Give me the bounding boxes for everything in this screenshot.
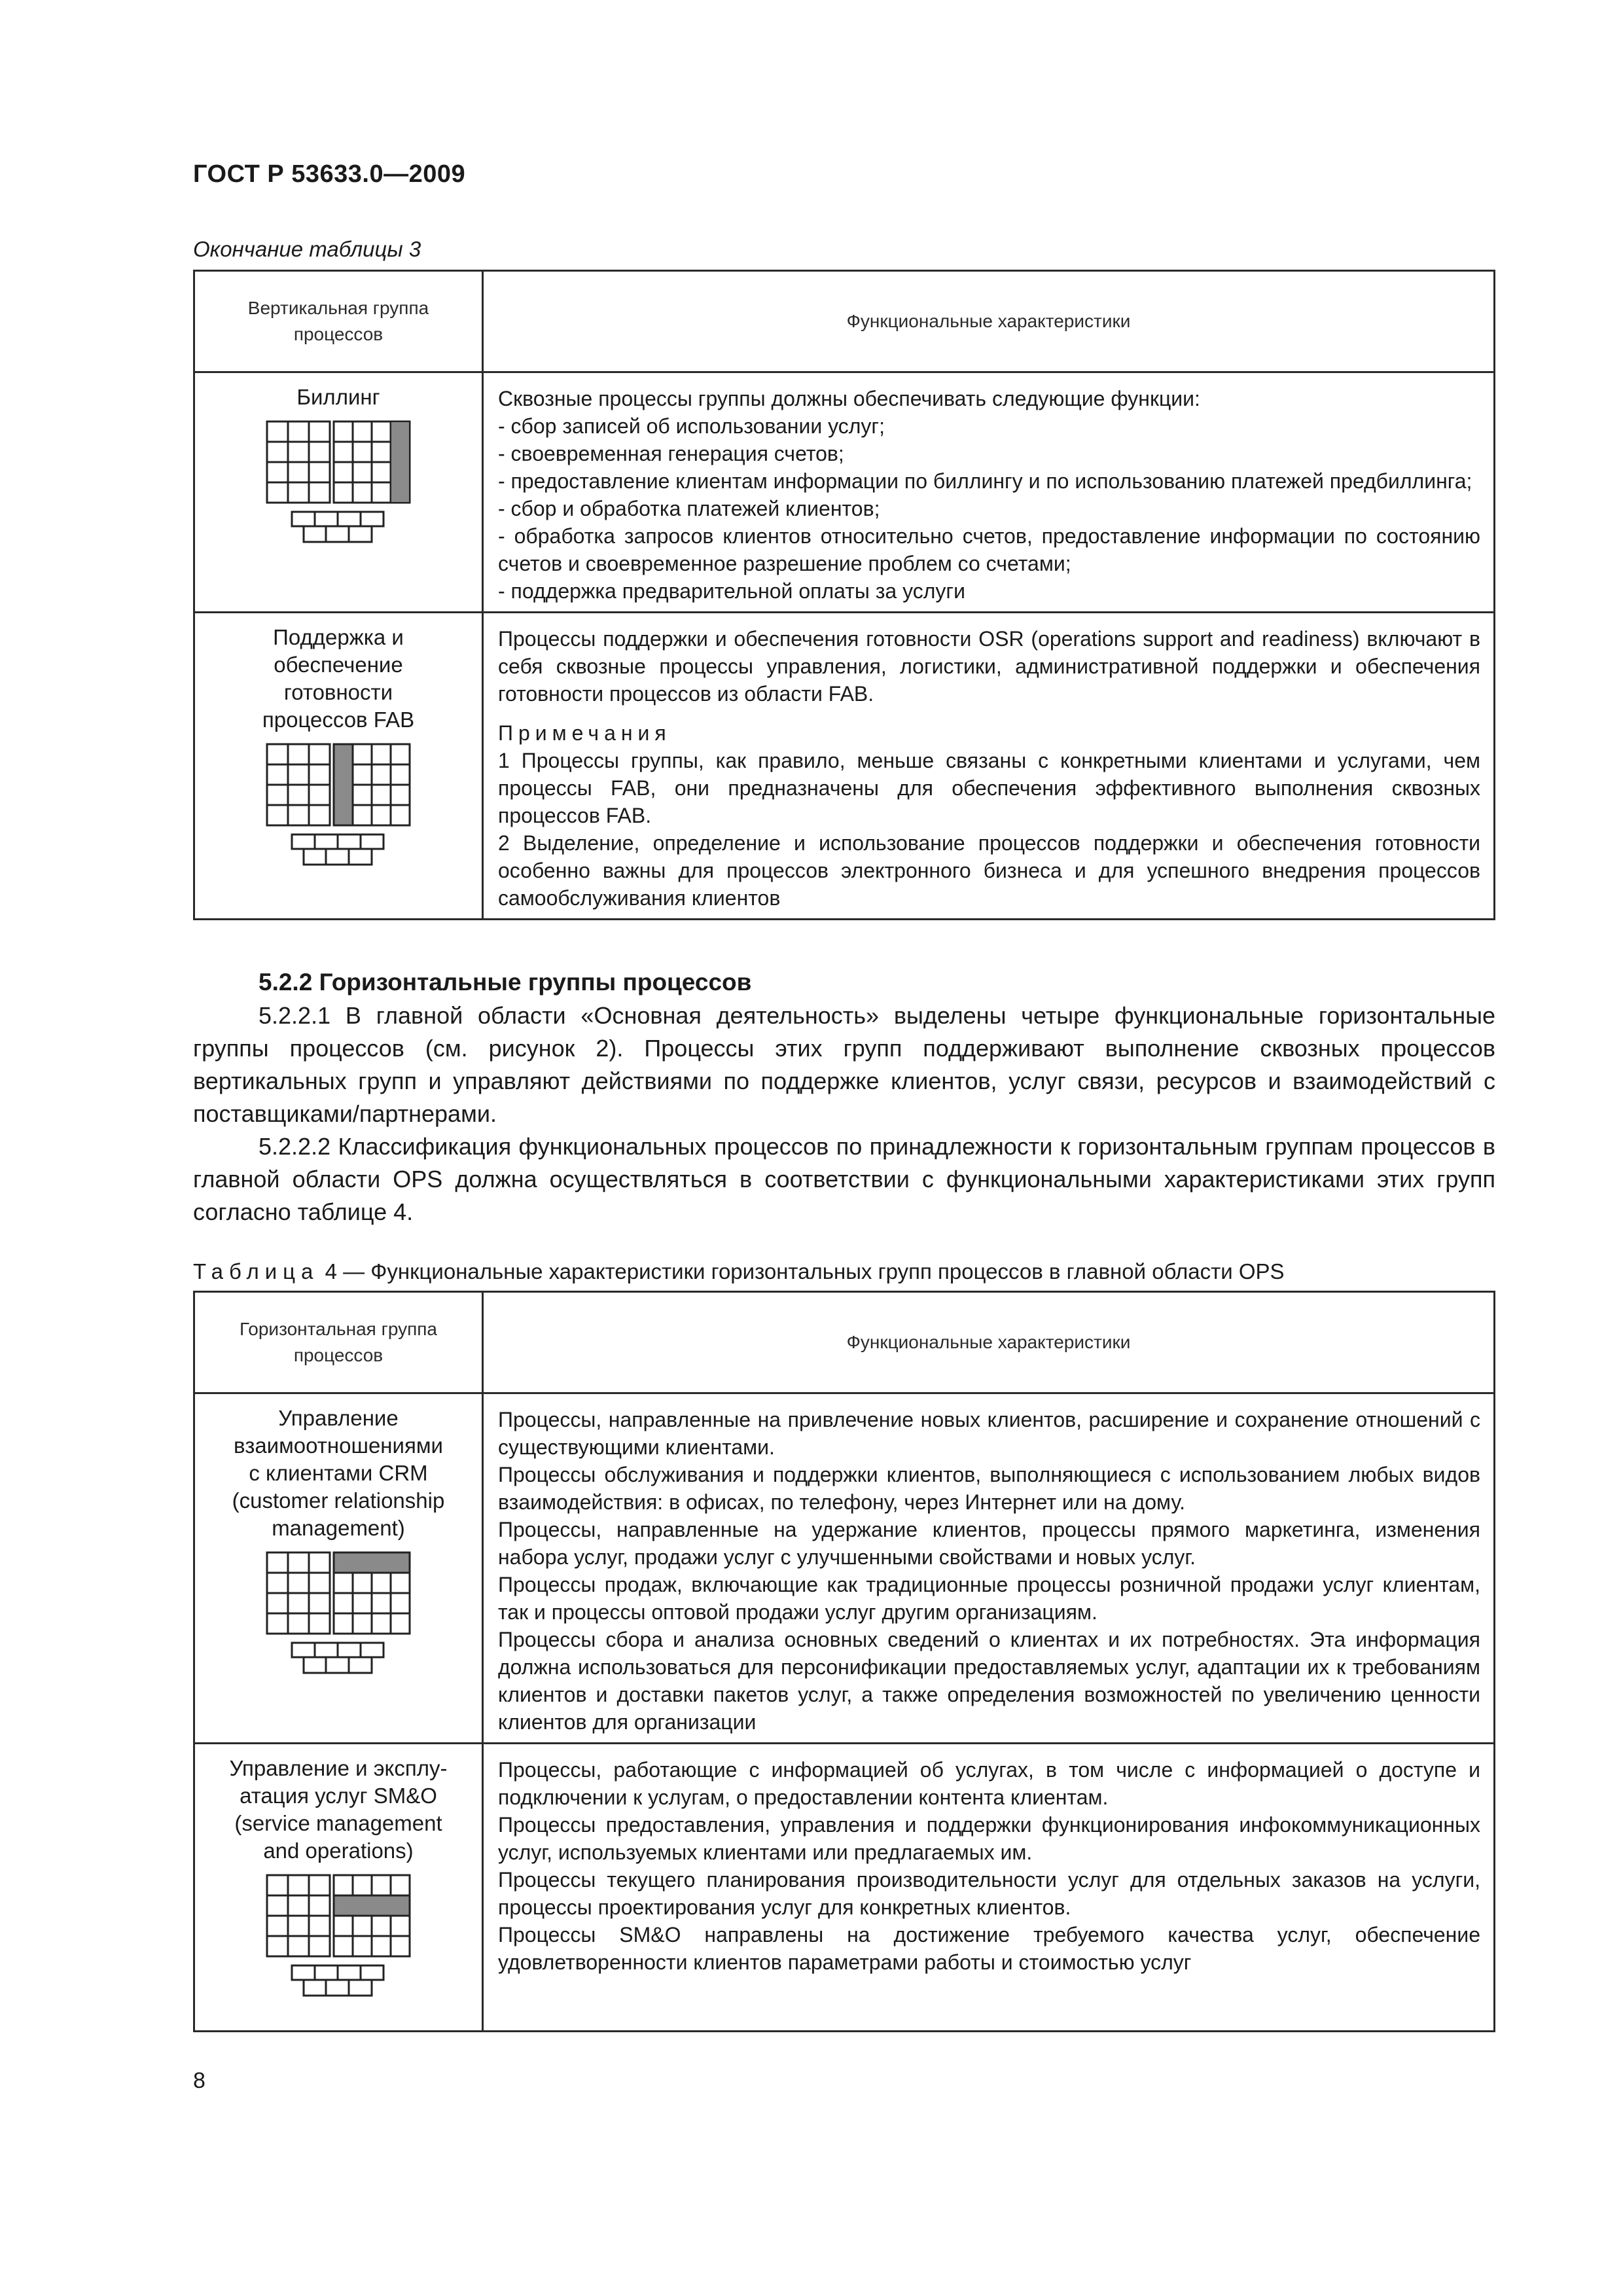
table-row [194, 1393, 1495, 1744]
description-line: Сквозные процессы группы должны обеспечивать следующие функции: [498, 387, 1200, 410]
notes-title: Примечания [498, 721, 671, 745]
description-line: - обработка запросов клиентов относительно счетов, предоставление информации по состоянию счетов и своевременное разрешение проблем со счетами; [498, 524, 1480, 575]
note-line: 1 Процессы группы, как правило, меньше связаны с конкретными клиентами и услугами, чем процессы FAB, они предназначены для обеспечения эффективного выполнения сквозных процессов FAB. [498, 749, 1480, 827]
table-row [194, 613, 1495, 920]
description-line: Процессы, работающие с информацией об услугах, в том числе с информацией о доступе и подключении к услугам, о предоставлении контента клиентам. [498, 1758, 1480, 1809]
description-line: - сбор записей об использовании услуг; [498, 414, 885, 438]
process-grid-icon [266, 1874, 411, 1998]
group-cell [194, 372, 483, 613]
group-name-line: and operations) [263, 1839, 414, 1863]
description-line: - сбор и обработка платежей клиентов; [498, 497, 880, 520]
group-name-line: Биллинг [296, 385, 380, 409]
description-line: - поддержка предварительной оплаты за услуги [498, 579, 965, 603]
group-name-line: Управление и эксплу- [229, 1756, 448, 1780]
table4-caption [193, 1259, 1285, 1284]
description-line: Процессы, направленные на удержание клиентов, процессы прямого маркетинга, изменения набора услуг, продажи услуг с улучшенными свойствами и новых услуг. [498, 1518, 1480, 1569]
section-body [193, 999, 1495, 1229]
group-name [195, 613, 482, 743]
note-line: 2 Выделение, определение и использование процессов поддержки и обеспечения готовности особенно важны для процессов электронного бизнеса и для успешного внедрения процессов самообслуживания клиентов [498, 831, 1480, 910]
group-name [195, 1394, 482, 1551]
page-number: 8 [193, 2068, 205, 2093]
description-line: Процессы обслуживания и поддержки клиентов, выполняющиеся с использованием любых видов взаимодействия: в офисах, по телефону, через Интернет или на дому. [498, 1463, 1480, 1514]
description-line: Процессы предоставления, управления и поддержки функционирования инфокоммуникационных услуг, используемых клиентами или предлагаемых им. [498, 1813, 1480, 1864]
table4-caption-label: Таблица [193, 1259, 319, 1283]
group-name-line: Управление [278, 1406, 399, 1430]
group-name-line: взаимоотношениями [234, 1433, 443, 1458]
description-line: - предоставление клиентам информации по биллингу и по использованию платежей предбиллинга; [498, 469, 1472, 493]
group-cell [194, 613, 483, 920]
group-cell [194, 1744, 483, 2032]
description-cell [483, 1744, 1495, 2032]
description-cell [483, 372, 1495, 613]
group-name [195, 1744, 482, 1874]
document-header: ГОСТ Р 53633.0—2009 [193, 160, 466, 188]
description-line: Процессы, направленные на привлечение новых клиентов, расширение и сохранение отношений с существующими клиентами. [498, 1408, 1480, 1459]
group-name-line: (customer relationship [232, 1488, 445, 1513]
description-cell [483, 1393, 1495, 1744]
group-cell [194, 1393, 483, 1744]
column-header-characteristics: Функциональные характеристики [483, 1292, 1495, 1393]
header-line: Вертикальная группа [247, 298, 429, 318]
description-line: Процессы текущего планирования производительности услуг для отдельных заказов на услуги, процессы проектирования услуг для конкретных клиентов. [498, 1868, 1480, 1919]
column-header-characteristics: Функциональные характеристики [483, 271, 1495, 372]
group-name-line: атация услуг SM&O [240, 1784, 437, 1808]
group-name-line: процессов FAB [262, 708, 415, 732]
group-name [195, 373, 482, 420]
description-line: - своевременная генерация счетов; [498, 442, 844, 465]
group-name-line: обеспечение [274, 653, 403, 677]
process-grid-icon [266, 743, 411, 867]
process-grid-icon [266, 420, 411, 545]
table3-caption: Окончание таблицы 3 [193, 237, 421, 261]
table-header-row [194, 1292, 1495, 1393]
description-line: Процессы продаж, включающие как традиционные процессы розничной продажи услуг клиентам, так и процессы оптовой продажи услуг другим организациям. [498, 1573, 1480, 1624]
group-name-line: management) [272, 1516, 405, 1540]
paragraph: 5.2.2.2 Классификация функциональных процессов по принадлежности к горизонтальным группам процессов в главной области OPS должна осуществляться в соответствии с функциональными характеристиками этих групп согласно таблице 4. [193, 1133, 1495, 1225]
table4-caption-text: 4 — Функциональные характеристики горизонтальных групп процессов в главной области OPS [325, 1259, 1285, 1283]
description-line: Процессы сбора и анализа основных сведений о клиентах и их потребностях. Эта информация должна использоваться для персонификации предоставляемых услуг, адаптации их к требованиям клиентов и доставки пакетов услуг, а также определения возможностей по увеличению ценности клиентов для организации [498, 1628, 1480, 1734]
group-name-line: Поддержка и [273, 625, 404, 649]
table-row [194, 372, 1495, 613]
table-3 [193, 270, 1495, 920]
header-line: процессов [293, 324, 383, 344]
table-header-row [194, 271, 1495, 372]
header-line: Горизонтальная группа [240, 1319, 437, 1339]
header-line: процессов [293, 1345, 383, 1365]
column-header-group [194, 271, 483, 372]
group-name-line: с клиентами CRM [249, 1461, 428, 1485]
paragraph: 5.2.2.1 В главной области «Основная деятельность» выделены четыре функциональные горизонтальные группы процессов (см. рисунок 2). Процессы этих групп поддерживают выполнение сквозных процессов вертикальных групп и управляют действиями по поддержке клиентов, услуг связи, ресурсов и взаимодействий с поставщиками/партнерами. [193, 1002, 1495, 1127]
table-row [194, 1744, 1495, 2032]
group-name-line: готовности [283, 680, 393, 704]
column-header-group [194, 1292, 483, 1393]
description-cell [483, 613, 1495, 920]
section-heading: 5.2.2 Горизонтальные группы процессов [259, 969, 752, 996]
process-grid-icon [266, 1551, 411, 1676]
description-line: Процессы поддержки и обеспечения готовности OSR (operations support and readiness) включают в себя сквозные процессы управления, логистики, административной поддержки и обеспечения готовности процессов из области FAB. [498, 627, 1480, 706]
description-line: Процессы SM&O направлены на достижение требуемого качества услуг, обеспечение удовлетворенности клиентов параметрами работы и стоимостью услуг [498, 1923, 1480, 1974]
table-4 [193, 1291, 1495, 2032]
group-name-line: (service management [234, 1811, 442, 1835]
